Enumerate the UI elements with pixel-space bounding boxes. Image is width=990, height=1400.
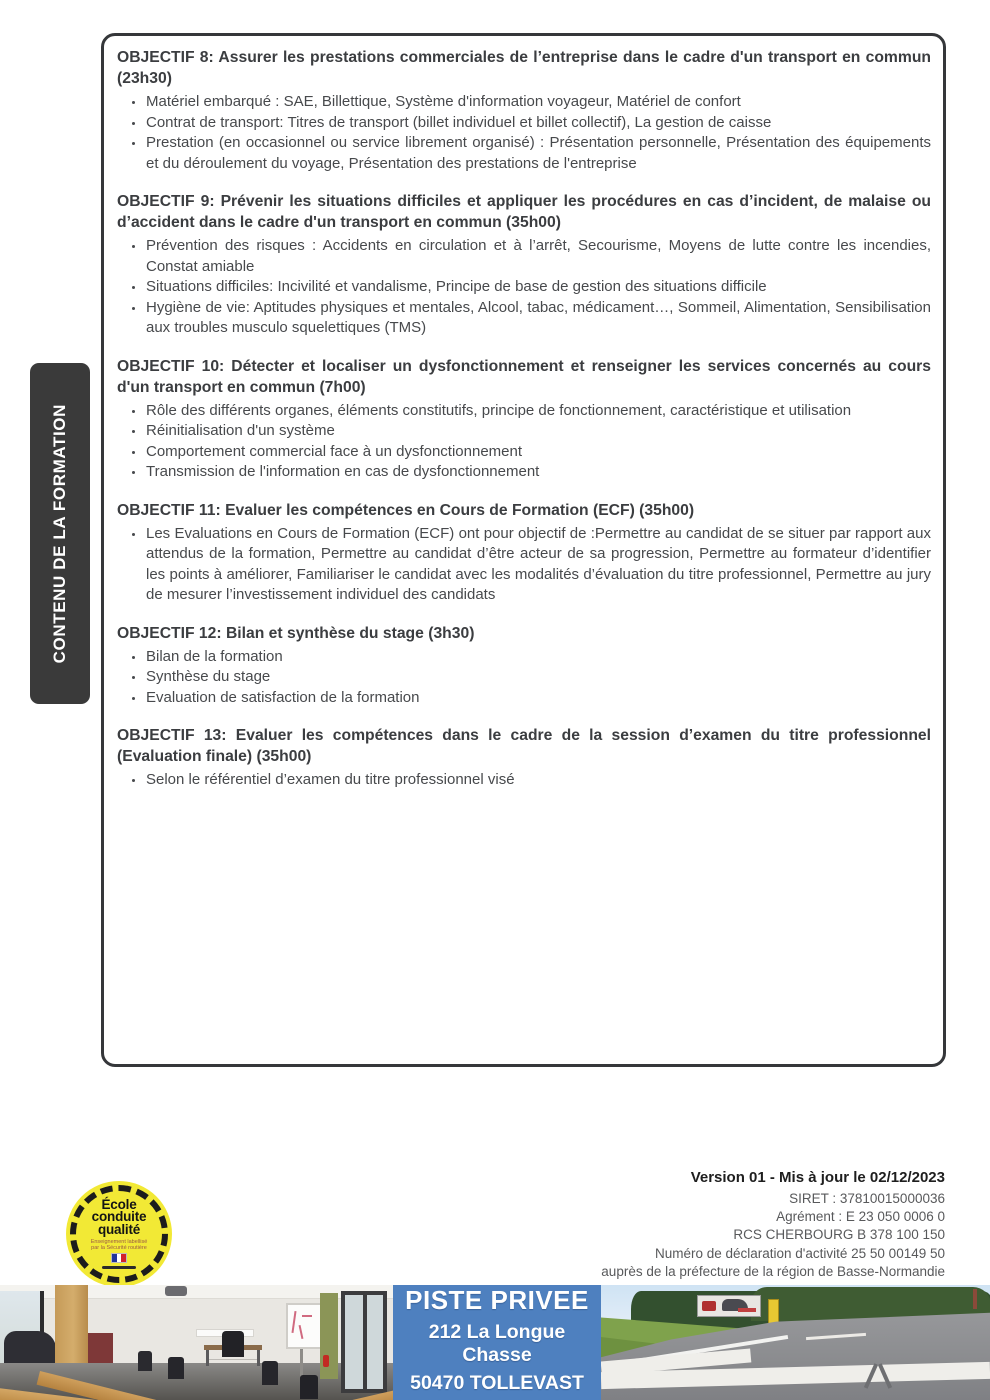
objective-8 <box>117 47 931 174</box>
banner-title: PISTE PRIVEE <box>405 1285 589 1315</box>
objective-13 <box>117 725 931 791</box>
prefecture-line: auprès de la préfecture de la région de Basse-Normandie <box>601 1263 945 1279</box>
list-item: • Comportement commercial face à un dysfonctionnement <box>145 442 931 463</box>
logo-text-line3: qualité <box>97 1221 141 1237</box>
list-item: • Rôle des différents organes, éléments constitutifs, principe de fonctionnement, caractéristique et utilisation <box>145 401 931 422</box>
list-item: • Synthèse du stage <box>145 667 931 688</box>
version-line: Version 01 - Mis à jour le 02/12/2023 <box>690 1169 945 1186</box>
footer-legal-block <box>601 1169 945 1281</box>
objective-10 <box>117 356 931 483</box>
objective-8-title: OBJECTIF 8: Assurer les prestations commerciales de l’entreprise dans le cadre d'un transport en commun (23h30) <box>117 49 931 87</box>
logo-text-line2: conduite <box>91 1209 147 1225</box>
list-item: • Transmission de l'information en cas de dysfonctionnement <box>145 462 931 483</box>
objective-9 <box>117 191 931 339</box>
objective-8-list <box>117 92 931 174</box>
piste-privee-banner <box>393 1285 601 1400</box>
billboard-shape <box>697 1295 761 1317</box>
logo-text-line1: École <box>101 1196 137 1212</box>
section-tab-contenu-formation <box>30 363 90 704</box>
formation-content-box <box>101 33 946 1067</box>
logo-subtext: Enseignement labellisé par la Sécurité routière <box>90 1239 148 1252</box>
list-item: • Prestation (en occasionnel ou service librement organisé) : Présentation personnelle, Présentation des équipements et du déroulement du voyage, Présentation des prestations de l'entreprise <box>145 133 931 174</box>
list-item: • Les Evaluations en Cours de Formation (ECF) ont pour objectif de :Permettre au candidat de se situer par rapport aux attendus de la formation, Permettre au candidat d’être acteur de sa progression, Permettre au formateur d’identifier les points à améliorer, Familiariser le candidat avec les modalités d’évaluation du titre professionnel, Permettre au jury de mesurer l’investissement individuel des candidats <box>145 524 931 606</box>
list-item: • Hygiène de vie: Aptitudes physiques et mentales, Alcool, tabac, médicament…, Sommeil, Alimentation, Sensibilisation aux troubles musculo squelettiques (TMS) <box>145 298 931 339</box>
objective-13-title: OBJECTIF 13: Evaluer les compétences dans le cadre de la session d’examen du titre professionnel (Evaluation finale) (35h00) <box>117 727 931 765</box>
projector-shape <box>165 1286 187 1296</box>
objective-12 <box>117 623 931 709</box>
list-item: • Contrat de transport: Titres de transport (billet individuel et billet collectif), La gestion de caisse <box>145 113 931 134</box>
objective-10-title: OBJECTIF 10: Détecter et localiser un dysfonctionnement et renseigner les services concernés au cours d'un transport en commun (7h00) <box>117 357 931 396</box>
objective-11-list <box>117 524 931 606</box>
objective-12-title: OBJECTIF 12: Bilan et synthèse du stage (3h30) <box>117 624 475 642</box>
french-flag-icon <box>111 1253 127 1263</box>
declaration-line: Numéro de déclaration d'activité 25 50 00149 50 <box>654 1245 945 1261</box>
list-item: • Bilan de la formation <box>145 647 931 668</box>
objective-13-list <box>117 770 931 791</box>
banner-address-line2: 50470 TOLLEVAST <box>410 1371 584 1394</box>
section-tab-label: CONTENU DE LA FORMATION <box>50 403 69 664</box>
objective-9-title: OBJECTIF 9: Prévenir les situations difficiles et appliquer les procédures en cas d’incident, de malaise ou d’accident dans le cadre d'un transport en commun (35h00) <box>117 193 931 231</box>
banner-address-line1: 212 La Longue Chasse <box>428 1320 566 1366</box>
ecole-conduite-qualite-badge <box>66 1181 172 1287</box>
list-item: • Prévention des risques : Accidents en circulation et à l’arrêt, Secourisme, Moyens de lutte contre les incendies, Constat amiable <box>145 236 931 277</box>
objective-11 <box>117 500 931 606</box>
yellow-sign-shape <box>768 1299 779 1325</box>
fire-extinguisher-shape <box>323 1355 329 1367</box>
whiteboard-shape <box>286 1303 322 1349</box>
agrement-line: Agrément : E 23 050 0006 0 <box>776 1209 945 1225</box>
classroom-photo <box>0 1285 393 1400</box>
objective-12-list <box>117 647 931 709</box>
road-photo <box>601 1285 990 1400</box>
bottom-photo-strip <box>0 1285 990 1400</box>
rcs-line: RCS CHERBOURG B 378 100 150 <box>733 1227 945 1243</box>
objective-9-list <box>117 236 931 339</box>
list-item: • Selon le référentiel d’examen du titre professionnel visé <box>145 770 931 791</box>
list-item: • Matériel embarqué : SAE, Billettique, Système d'information voyageur, Matériel de confort <box>145 92 931 113</box>
list-item: • Evaluation de satisfaction de la formation <box>145 688 931 709</box>
list-item: • Réinitialisation d'un système <box>145 421 931 442</box>
objective-11-title: OBJECTIF 11: Evaluer les compétences en Cours de Formation (ECF) (35h00) <box>117 501 695 519</box>
list-item: • Situations difficiles: Incivilité et vandalisme, Principe de base de gestion des situations difficile <box>145 277 931 298</box>
logo-url-bar <box>102 1266 136 1269</box>
siret-line: SIRET : 37810015000036 <box>789 1191 945 1206</box>
objective-10-list <box>117 401 931 483</box>
